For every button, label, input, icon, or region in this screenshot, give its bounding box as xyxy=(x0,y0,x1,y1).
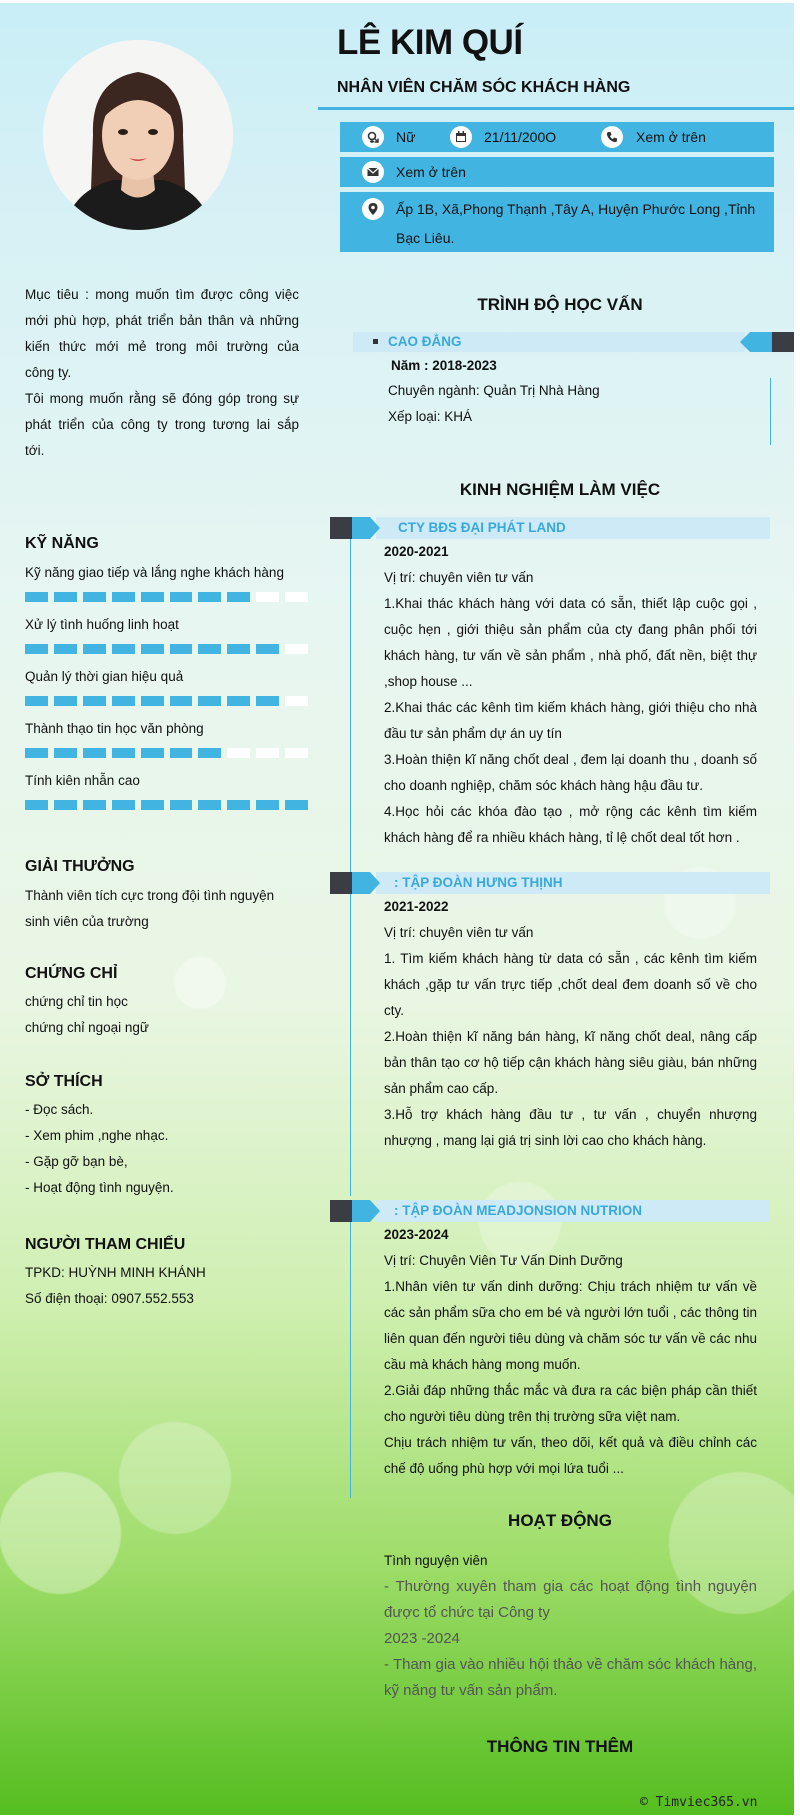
skill-level-segment xyxy=(285,800,308,810)
skill-level-segment xyxy=(170,748,193,758)
job-line: 3.Hoàn thiện kĩ năng chốt deal , đem lại doanh thu , doanh số cho doanh nghiệp, chăm sóc khách hàng hậu đầu tư. xyxy=(384,752,757,793)
skill-level-bar xyxy=(25,748,308,758)
awards-heading: GIẢI THƯỞNG xyxy=(25,858,135,875)
award-line: Thành viên tích cực trong đội tình nguyện xyxy=(25,888,275,903)
skill-level-segment xyxy=(54,800,77,810)
skill-level-segment xyxy=(141,696,164,706)
skill-level-segment xyxy=(25,592,48,602)
job-line: 1. Tìm kiếm khách hàng từ data có sẵn , các kênh tìm kiếm khách ,gặp tư vấn trực tiếp ,chốt deal đem doanh số về cho cty. xyxy=(384,951,757,1018)
awards-list xyxy=(25,883,274,935)
skill-level-segment xyxy=(285,644,308,654)
skill-level-segment xyxy=(112,748,135,758)
skills-heading: KỸ NĂNG xyxy=(25,535,99,552)
email-value: Xem ở trên xyxy=(396,164,466,180)
activity-line: - Thường xuyên tham gia các hoạt động tình nguyện được tổ chức tại Công ty xyxy=(384,1578,757,1621)
skill-level-segment xyxy=(227,592,250,602)
skill-level-segment xyxy=(227,800,250,810)
reference-line: Số điện thoại: 0907.552.553 xyxy=(25,1291,194,1306)
career-objective xyxy=(25,282,299,464)
skill-level-segment xyxy=(227,696,250,706)
job-line: Vị trí: Chuyên Viên Tư Vấn Dinh Dưỡng xyxy=(384,1253,623,1268)
phone-icon xyxy=(601,126,623,148)
hobbies-list xyxy=(25,1097,174,1201)
hobbies-heading: SỞ THÍCH xyxy=(25,1073,103,1090)
skill-level-segment xyxy=(256,644,279,654)
certificate-line: chứng chỉ tin học xyxy=(25,994,128,1009)
references-heading: NGƯỜI THAM CHIẾU xyxy=(25,1236,186,1253)
skill-level-segment xyxy=(256,696,279,706)
job-company-bar xyxy=(330,872,770,894)
education-divider xyxy=(770,378,771,445)
education-arrow-body xyxy=(750,332,772,352)
avatar xyxy=(43,40,233,230)
job-line: Vị trí: chuyên viên tư vấn xyxy=(384,925,534,940)
job-line: Vị trí: chuyên viên tư vấn xyxy=(384,570,534,585)
education-school: CAO ĐẲNG xyxy=(388,334,462,349)
skill-level-segment xyxy=(83,696,106,706)
cv-sheet xyxy=(0,3,794,1815)
certificates-list xyxy=(25,989,149,1041)
job-company-bar xyxy=(330,1200,770,1222)
skill-level-segment xyxy=(112,644,135,654)
skill-level-segment xyxy=(256,592,279,602)
skill-level-segment xyxy=(170,644,193,654)
skill-level-segment xyxy=(83,592,106,602)
objective-line: mới phù hợp, phát triển bản thân và những xyxy=(25,313,299,328)
job-company-name: : TẬP ĐOÀN MEADJONSION NUTRION xyxy=(394,1203,643,1218)
gender-icon xyxy=(362,126,384,148)
skill-level-segment xyxy=(54,748,77,758)
skill-level-bar xyxy=(25,696,308,706)
skill-level-bar xyxy=(25,644,308,654)
skill-level-segment xyxy=(227,644,250,654)
birthday-value: 21/11/200O xyxy=(484,129,557,145)
skill-level-segment xyxy=(256,800,279,810)
activity-title: Tình nguyện viên xyxy=(384,1553,488,1568)
activity-line: 2023 -2024 xyxy=(384,1630,460,1647)
skill-label: Quản lý thời gian hiệu quả xyxy=(25,669,184,684)
job-line: Chịu trách nhiệm tư vấn, theo dõi, kết quả và điều chỉnh các chế độ uống phù hợp với mọi lứa tuổi ... xyxy=(384,1435,757,1476)
skill-level-segment xyxy=(112,592,135,602)
contact-row-address xyxy=(340,192,774,252)
objective-line: Mục tiêu : mong muốn tìm được công việc xyxy=(25,287,299,302)
job-line: 2.Giải đáp những thắc mắc và đưa ra các biện pháp cần thiết cho người tiêu dùng trên thị trường sữa việt nam. xyxy=(384,1383,757,1424)
skill-level-segment xyxy=(54,644,77,654)
skill-level-segment xyxy=(285,696,308,706)
skill-level-segment xyxy=(25,800,48,810)
certificates-heading: CHỨNG CHỈ xyxy=(25,965,118,982)
skill-level-segment xyxy=(256,748,279,758)
skill-level-segment xyxy=(198,592,221,602)
skill-label: Tính kiên nhẫn cao xyxy=(25,773,140,788)
job-line: 4.Học hỏi các khóa đào tạo , mở rộng các kênh tìm kiếm khách hàng để ra nhiều khách hàng, tỉ lệ chốt deal tốt hơn . xyxy=(384,804,757,845)
experience-heading: KINH NGHIỆM LÀM VIỆC xyxy=(459,480,661,499)
skill-level-segment xyxy=(83,748,106,758)
skill-level-segment xyxy=(198,748,221,758)
objective-line: Tôi mong muốn rằng sẽ đóng góp trong sự xyxy=(25,391,299,406)
skill-level-segment xyxy=(198,644,221,654)
skill-level-segment xyxy=(25,696,48,706)
email-icon xyxy=(362,161,384,183)
skill-level-segment xyxy=(285,748,308,758)
job-entry xyxy=(384,894,757,1154)
objective-line: công ty. xyxy=(25,365,72,380)
skill-level-segment xyxy=(83,644,106,654)
education-years: Năm : 2018-2023 xyxy=(391,358,497,373)
skill-label: Thành thạo tin học văn phòng xyxy=(25,721,204,736)
job-entry xyxy=(384,1222,757,1482)
activity-line: - Tham gia vào nhiều hội thảo về chăm sóc khách hàng, kỹ năng tư vấn sản phẩm. xyxy=(384,1656,757,1699)
certificate-line: chứng chỉ ngoại ngữ xyxy=(25,1020,149,1035)
address-line-2: Bạc Liêu. xyxy=(396,230,455,246)
job-line: 3.Hỗ trợ khách hàng đầu tư , tư vấn , chuyển nhượng nhượng , mang lại giá trị sinh lời cao cho khách hàng. xyxy=(384,1107,757,1148)
award-line: sinh viên của trường xyxy=(25,914,149,929)
job-line: 1.Nhân viên tư vấn dinh dưỡng: Chịu trách nhiệm tư vấn về các sản phẩm sữa cho em bé và người lớn tuổi , các thông tin liên quan đến người tiêu dùng và chăm sóc tư vấn về các nhu cầu mà khách hàng mong muốn. xyxy=(384,1279,757,1372)
title-divider xyxy=(318,107,794,110)
skill-level-segment xyxy=(198,800,221,810)
skill-level-segment xyxy=(285,592,308,602)
skill-level-segment xyxy=(198,696,221,706)
education-bullet xyxy=(373,339,378,344)
skill-level-bar xyxy=(25,592,308,602)
skill-level-segment xyxy=(227,748,250,758)
objective-line: tới. xyxy=(25,443,45,458)
location-icon xyxy=(362,198,384,220)
job-years: 2021-2022 xyxy=(384,899,449,914)
skill-level-segment xyxy=(112,800,135,810)
education-arrow xyxy=(740,332,750,352)
education-grade: Xếp loại: KHÁ xyxy=(388,409,473,424)
activities-entry xyxy=(384,1548,757,1704)
job-title: NHÂN VIÊN CHĂM SÓC KHÁCH HÀNG xyxy=(337,79,631,96)
phone-value: Xem ở trên xyxy=(636,129,706,145)
job-line: 2.Khai thác các kênh tìm kiếm khách hàng, giới thiệu cho nhà đầu tư sản phẩm dự án uy tín xyxy=(384,700,757,741)
address-line-1: Ấp 1B, Xã,Phong Thạnh ,Tây A, Huyện Phước Long ,Tỉnh xyxy=(396,201,756,217)
skill-label: Xử lý tình huống linh hoạt xyxy=(25,617,179,632)
gender-value: Nữ xyxy=(396,129,416,145)
job-company-name: CTY BĐS ĐẠI PHÁT LAND xyxy=(398,520,566,535)
hobby-line: - Đọc sách. xyxy=(25,1102,94,1117)
education-heading: TRÌNH ĐỘ HỌC VẤN xyxy=(477,295,643,314)
skill-level-segment xyxy=(170,800,193,810)
objective-line: phát triển của công ty trong tương lai sắp xyxy=(25,417,299,432)
hobby-line: - Hoạt động tình nguyện. xyxy=(25,1180,174,1195)
skill-level-segment xyxy=(170,592,193,602)
hobby-line: - Gặp gỡ bạn bè, xyxy=(25,1154,128,1169)
job-years: 2023-2024 xyxy=(384,1227,449,1242)
skill-level-segment xyxy=(25,644,48,654)
job-company-bar xyxy=(330,517,770,539)
skill-level-segment xyxy=(141,592,164,602)
skill-level-segment xyxy=(141,800,164,810)
job-entry xyxy=(384,539,757,851)
job-line: 1.Khai thác khách hàng với data có sẵn, thiết lập cuộc gọi , cuộc hẹn , giới thiệu sản phẩm của cty đang phân phối tới khách hàng, tư vấn về sản phẩm , nhà phố, đất nền, biệt thự ,shop house ... xyxy=(384,596,757,689)
skill-level-bar xyxy=(25,800,308,810)
skill-level-segment xyxy=(25,748,48,758)
skill-level-segment xyxy=(141,748,164,758)
job-years: 2020-2021 xyxy=(384,544,449,559)
skill-level-segment xyxy=(54,696,77,706)
skill-level-segment xyxy=(83,800,106,810)
more-info-heading: THÔNG TIN THÊM xyxy=(486,1737,634,1756)
hobby-line: - Xem phim ,nghe nhạc. xyxy=(25,1128,169,1143)
watermark: © Timviec365.vn xyxy=(640,1795,758,1810)
skill-level-segment xyxy=(112,696,135,706)
references-list xyxy=(25,1260,206,1312)
skill-level-segment xyxy=(170,696,193,706)
skill-label: Kỹ năng giao tiếp và lắng nghe khách hàng xyxy=(25,565,284,580)
calendar-icon xyxy=(450,126,472,148)
activities-heading: HOẠT ĐỘNG xyxy=(508,1511,612,1530)
contact-row-basic xyxy=(340,122,774,152)
skill-level-segment xyxy=(141,644,164,654)
experience-timeline xyxy=(350,526,351,1196)
job-line: 2.Hoàn thiện kĩ năng bán hàng, kĩ năng chốt deal, nâng cấp bản thân tạo cơ hộ tiếp cận khách hàng siêu giàu, bán những sản phẩm cao cấp. xyxy=(384,1029,757,1096)
education-major: Chuyên ngành: Quản Trị Nhà Hàng xyxy=(388,383,600,398)
candidate-name: LÊ KIM QUÍ xyxy=(337,23,523,62)
skill-level-segment xyxy=(54,592,77,602)
education-dark-block xyxy=(772,332,794,352)
contact-row-email xyxy=(340,157,774,187)
experience-timeline xyxy=(350,1203,351,1498)
job-company-name: : TẬP ĐOÀN HƯNG THỊNH xyxy=(394,875,563,890)
reference-line: TPKD: HUỲNH MINH KHÁNH xyxy=(25,1265,206,1280)
objective-line: kiến thức mới mẻ trong môi trường của xyxy=(25,339,299,354)
